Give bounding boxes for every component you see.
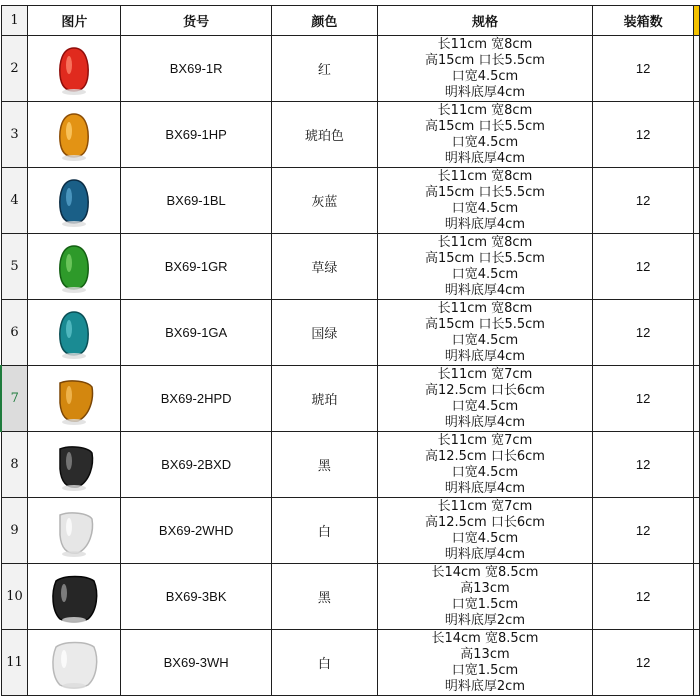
vase-body <box>60 48 88 91</box>
vase-highlight <box>61 584 67 602</box>
spec-line: 高12.5cm 口长6cm <box>424 514 545 530</box>
table-row <box>1 498 700 564</box>
row-header[interactable]: 8 <box>1 432 28 498</box>
row-header[interactable]: 4 <box>1 168 28 234</box>
partial-column-cell <box>693 630 699 696</box>
vase-body <box>53 642 97 688</box>
product-code-cell[interactable]: BX69-2BXD <box>121 432 272 498</box>
partial-column-cell <box>693 432 699 498</box>
spec-line: 高15cm 口长5.5cm <box>424 118 545 134</box>
color-cell[interactable]: 白 <box>271 498 377 564</box>
vase-highlight <box>66 452 72 470</box>
color-cell[interactable]: 灰蓝 <box>271 168 377 234</box>
product-image-cell[interactable] <box>28 564 121 630</box>
vase-highlight <box>66 518 72 536</box>
spec-line: 明料底厚4cm <box>444 216 525 232</box>
vase-base <box>62 617 86 623</box>
qty-cell[interactable]: 12 <box>593 36 694 102</box>
qty-cell[interactable]: 12 <box>593 498 694 564</box>
partial-column-cell <box>693 102 699 168</box>
spec-line: 明料底厚2cm <box>444 612 525 628</box>
spec-cell[interactable] <box>377 102 593 168</box>
column-header-spec[interactable]: 规格 <box>377 6 593 36</box>
spec-line: 高15cm 口长5.5cm <box>424 316 545 332</box>
vase-image <box>28 171 120 231</box>
vase-image <box>28 435 120 495</box>
product-code-cell[interactable]: BX69-2WHD <box>121 498 272 564</box>
vase-body <box>60 180 88 223</box>
spec-line: 明料底厚4cm <box>444 546 525 562</box>
qty-cell[interactable]: 12 <box>593 366 694 432</box>
color-cell[interactable]: 琥珀色 <box>271 102 377 168</box>
spec-line: 高12.5cm 口长6cm <box>424 382 545 398</box>
row-header[interactable]: 6 <box>1 300 28 366</box>
column-header-image[interactable]: 图片 <box>28 6 121 36</box>
spec-line: 口宽4.5cm <box>451 464 519 480</box>
row-header[interactable]: 1 <box>1 6 28 36</box>
product-image-cell[interactable] <box>28 36 121 102</box>
spec-line: 长11cm 宽8cm <box>437 36 533 52</box>
spec-line: 高15cm 口长5.5cm <box>424 52 545 68</box>
vase-image <box>28 501 120 561</box>
partial-column-cell <box>693 300 699 366</box>
product-code-cell[interactable]: BX69-1BL <box>121 168 272 234</box>
partial-column-cell <box>693 6 699 36</box>
product-code-cell[interactable]: BX69-3BK <box>121 564 272 630</box>
spec-line: 口宽1.5cm <box>451 596 519 612</box>
column-header-color[interactable]: 颜色 <box>271 6 377 36</box>
spec-line: 口宽4.5cm <box>451 134 519 150</box>
vase-image <box>28 105 120 165</box>
vase-highlight <box>66 386 72 404</box>
product-image-cell[interactable] <box>28 168 121 234</box>
color-cell[interactable]: 琥珀 <box>271 366 377 432</box>
spec-line: 口宽4.5cm <box>451 530 519 546</box>
spec-line: 口宽4.5cm <box>451 398 519 414</box>
row-header[interactable]: 10 <box>1 564 28 630</box>
product-image-cell[interactable] <box>28 300 121 366</box>
spec-line: 明料底厚4cm <box>444 282 525 298</box>
spec-cell[interactable] <box>377 300 593 366</box>
vase-image <box>28 633 120 693</box>
spec-line: 明料底厚4cm <box>444 348 525 364</box>
qty-cell[interactable]: 12 <box>593 630 694 696</box>
vase-body <box>60 380 92 420</box>
vase-image <box>28 237 120 297</box>
vase-base <box>62 683 86 689</box>
spec-line: 长14cm 宽8.5cm <box>431 564 539 580</box>
spec-cell[interactable] <box>377 630 593 696</box>
spec-cell[interactable] <box>377 498 593 564</box>
spec-line: 长11cm 宽8cm <box>437 102 533 118</box>
spec-cell[interactable] <box>377 432 593 498</box>
column-header-qty[interactable]: 装箱数 <box>593 6 694 36</box>
vase-image <box>28 567 120 627</box>
vase-highlight <box>66 188 72 206</box>
vase-highlight <box>66 254 72 272</box>
spec-line: 明料底厚4cm <box>444 150 525 166</box>
column-header-code[interactable]: 货号 <box>121 6 272 36</box>
spec-line: 明料底厚4cm <box>444 414 525 430</box>
table-row <box>1 234 700 300</box>
color-cell[interactable]: 草绿 <box>271 234 377 300</box>
spec-line: 长11cm 宽7cm <box>437 432 533 448</box>
vase-body <box>60 114 88 157</box>
table-row <box>1 300 700 366</box>
vase-image <box>28 39 120 99</box>
qty-cell[interactable]: 12 <box>593 432 694 498</box>
vase-base <box>62 353 86 359</box>
color-cell[interactable]: 黑 <box>271 564 377 630</box>
table-row <box>1 36 700 102</box>
spec-line: 高13cm <box>460 646 510 662</box>
row-header[interactable]: 9 <box>1 498 28 564</box>
spec-line: 长14cm 宽8.5cm <box>431 630 539 646</box>
row-header[interactable]: 3 <box>1 102 28 168</box>
row-header[interactable]: 5 <box>1 234 28 300</box>
product-image-cell[interactable] <box>28 630 121 696</box>
color-cell[interactable]: 国绿 <box>271 300 377 366</box>
vase-highlight <box>66 122 72 140</box>
spec-cell[interactable] <box>377 234 593 300</box>
product-code-cell[interactable]: BX69-3WH <box>121 630 272 696</box>
spec-cell[interactable] <box>377 36 593 102</box>
qty-cell[interactable]: 12 <box>593 168 694 234</box>
product-code-cell[interactable]: BX69-2HPD <box>121 366 272 432</box>
product-image-cell[interactable] <box>28 234 121 300</box>
vase-highlight <box>61 650 67 668</box>
vase-base <box>62 89 86 95</box>
partial-column-cell <box>693 36 699 102</box>
table-row <box>1 366 700 432</box>
table-row <box>1 102 700 168</box>
qty-cell[interactable]: 12 <box>593 300 694 366</box>
spec-line: 高13cm <box>460 580 510 596</box>
product-code-cell[interactable]: BX69-1GR <box>121 234 272 300</box>
color-cell[interactable]: 红 <box>271 36 377 102</box>
partial-column-cell <box>693 366 699 432</box>
spec-line: 长11cm 宽8cm <box>437 234 533 250</box>
vase-base <box>62 551 86 557</box>
spec-line: 口宽4.5cm <box>451 68 519 84</box>
spec-line: 口宽1.5cm <box>451 662 519 678</box>
table-row <box>1 630 700 696</box>
product-image-cell[interactable] <box>28 102 121 168</box>
spec-line: 口宽4.5cm <box>451 266 519 282</box>
vase-highlight <box>66 56 72 74</box>
product-code-cell[interactable]: BX69-1HP <box>121 102 272 168</box>
vase-base <box>62 155 86 161</box>
spec-line: 高15cm 口长5.5cm <box>424 250 545 266</box>
row-header[interactable]: 11 <box>1 630 28 696</box>
spec-line: 明料底厚4cm <box>444 480 525 496</box>
vase-body <box>60 312 88 355</box>
partial-column-cell <box>693 564 699 630</box>
color-cell[interactable]: 黑 <box>271 432 377 498</box>
spec-line: 长11cm 宽8cm <box>437 300 533 316</box>
vase-base <box>62 485 86 491</box>
table-row <box>1 432 700 498</box>
vase-image <box>28 369 120 429</box>
qty-cell[interactable]: 12 <box>593 102 694 168</box>
spec-line: 口宽4.5cm <box>451 200 519 216</box>
partial-column-cell <box>693 498 699 564</box>
partial-column-cell <box>693 234 699 300</box>
partial-column-cell <box>693 168 699 234</box>
vase-body <box>53 576 97 622</box>
spec-cell[interactable] <box>377 564 593 630</box>
vase-image <box>28 303 120 363</box>
spec-cell[interactable] <box>377 366 593 432</box>
product-image-cell[interactable] <box>28 432 121 498</box>
row-header[interactable]: 2 <box>1 36 28 102</box>
vase-base <box>62 419 86 425</box>
vase-body <box>60 246 88 289</box>
vase-body <box>60 512 92 552</box>
table-row <box>1 168 700 234</box>
vase-base <box>62 221 86 227</box>
product-code-cell[interactable]: BX69-1GA <box>121 300 272 366</box>
qty-cell[interactable]: 12 <box>593 234 694 300</box>
table-row <box>1 564 700 630</box>
product-image-cell[interactable] <box>28 498 121 564</box>
color-cell[interactable]: 白 <box>271 630 377 696</box>
product-code-cell[interactable]: BX69-1R <box>121 36 272 102</box>
spec-line: 明料底厚4cm <box>444 84 525 100</box>
spec-line: 高15cm 口长5.5cm <box>424 184 545 200</box>
spec-line: 高12.5cm 口长6cm <box>424 448 545 464</box>
spec-line: 长11cm 宽7cm <box>437 366 533 382</box>
row-header[interactable]: 7 <box>1 366 28 432</box>
spec-cell[interactable] <box>377 168 593 234</box>
spec-line: 口宽4.5cm <box>451 332 519 348</box>
vase-body <box>60 446 92 486</box>
header-row <box>1 6 700 36</box>
vase-highlight <box>66 320 72 338</box>
spec-line: 长11cm 宽7cm <box>437 498 533 514</box>
spec-line: 长11cm 宽8cm <box>437 168 533 184</box>
spreadsheet-table <box>0 5 700 696</box>
qty-cell[interactable]: 12 <box>593 564 694 630</box>
spec-line: 明料底厚2cm <box>444 678 525 694</box>
vase-base <box>62 287 86 293</box>
product-image-cell[interactable] <box>28 366 121 432</box>
